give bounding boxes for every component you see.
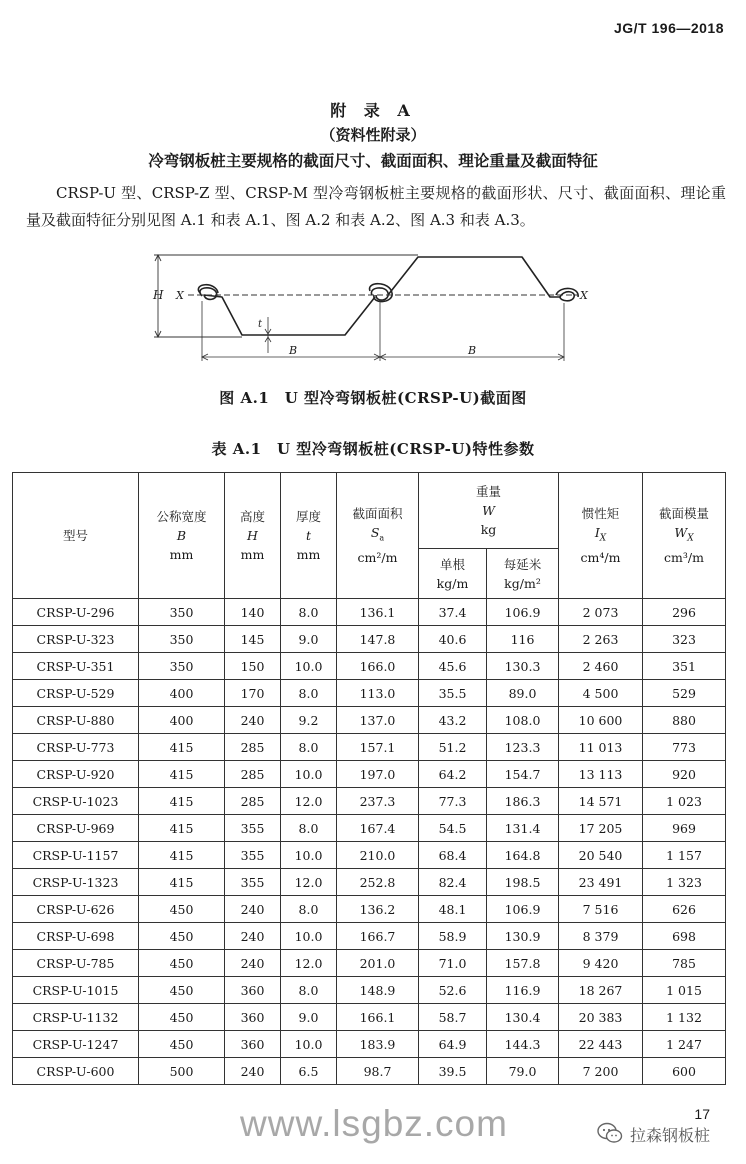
header-weight-single: 单根 kg/m <box>419 549 487 599</box>
cell-model: CRSP-U-1247 <box>13 1031 139 1058</box>
cell-inertia: 23 491 <box>559 869 643 896</box>
cell-inertia: 10 600 <box>559 707 643 734</box>
cell-thickness: 8.0 <box>281 680 337 707</box>
cell-weight-single: 58.7 <box>419 1004 487 1031</box>
cell-inertia: 18 267 <box>559 977 643 1004</box>
cell-height: 240 <box>225 950 281 977</box>
table-row <box>13 896 726 923</box>
table-row <box>13 599 726 626</box>
cell-modulus: 600 <box>643 1058 726 1085</box>
cell-area: 237.3 <box>337 788 419 815</box>
cell-weight-per-meter: 116 <box>487 626 559 653</box>
cell-model: CRSP-U-969 <box>13 815 139 842</box>
header-weight: 重量 W kg <box>419 473 559 549</box>
cell-thickness: 10.0 <box>281 923 337 950</box>
height-label: H <box>153 288 164 302</box>
cell-weight-single: 58.9 <box>419 923 487 950</box>
cell-inertia: 20 383 <box>559 1004 643 1031</box>
cell-model: CRSP-U-296 <box>13 599 139 626</box>
cell-modulus: 351 <box>643 653 726 680</box>
cell-thickness: 8.0 <box>281 599 337 626</box>
cell-weight-per-meter: 164.8 <box>487 842 559 869</box>
cell-inertia: 2 073 <box>559 599 643 626</box>
cell-thickness: 10.0 <box>281 842 337 869</box>
cell-width: 415 <box>139 761 225 788</box>
cell-model: CRSP-U-880 <box>13 707 139 734</box>
cell-inertia: 2 263 <box>559 626 643 653</box>
cell-model: CRSP-U-773 <box>13 734 139 761</box>
cell-height: 360 <box>225 1004 281 1031</box>
cell-height: 145 <box>225 626 281 653</box>
figure-caption: 图 A.1 U 型冷弯钢板桩(CRSP-U)截面图 <box>219 389 527 407</box>
table-row <box>13 815 726 842</box>
table-row <box>13 923 726 950</box>
table-row <box>13 680 726 707</box>
table-row <box>13 761 726 788</box>
cell-thickness: 12.0 <box>281 788 337 815</box>
cell-model: CRSP-U-600 <box>13 1058 139 1085</box>
cell-modulus: 785 <box>643 950 726 977</box>
cell-width: 350 <box>139 653 225 680</box>
cell-weight-single: 39.5 <box>419 1058 487 1085</box>
cell-area: 210.0 <box>337 842 419 869</box>
cell-height: 285 <box>225 761 281 788</box>
cell-weight-per-meter: 108.0 <box>487 707 559 734</box>
cell-width: 450 <box>139 977 225 1004</box>
cell-inertia: 13 113 <box>559 761 643 788</box>
cell-area: 136.1 <box>337 599 419 626</box>
account-name: 拉森钢板桩 <box>630 1126 711 1145</box>
cell-width: 400 <box>139 707 225 734</box>
cell-weight-single: 64.9 <box>419 1031 487 1058</box>
cell-width: 400 <box>139 680 225 707</box>
cell-modulus: 1 015 <box>643 977 726 1004</box>
cell-area: 113.0 <box>337 680 419 707</box>
cell-weight-single: 51.2 <box>419 734 487 761</box>
cell-inertia: 20 540 <box>559 842 643 869</box>
cell-weight-single: 40.6 <box>419 626 487 653</box>
cell-model: CRSP-U-529 <box>13 680 139 707</box>
header-modulus: 截面模量 $W_X$ cm³/m <box>643 473 726 599</box>
cell-area: 136.2 <box>337 896 419 923</box>
table-row <box>13 842 726 869</box>
cell-height: 285 <box>225 788 281 815</box>
cell-height: 140 <box>225 599 281 626</box>
cell-thickness: 8.0 <box>281 734 337 761</box>
appendix-heading: 冷弯钢板桩主要规格的截面尺寸、截面面积、理论重量及截面特征 <box>148 151 598 170</box>
cell-weight-per-meter: 130.3 <box>487 653 559 680</box>
cell-area: 167.4 <box>337 815 419 842</box>
cell-weight-single: 82.4 <box>419 869 487 896</box>
cell-weight-single: 43.2 <box>419 707 487 734</box>
cell-area: 157.1 <box>337 734 419 761</box>
cell-modulus: 920 <box>643 761 726 788</box>
cell-width: 500 <box>139 1058 225 1085</box>
cell-area: 166.0 <box>337 653 419 680</box>
cell-inertia: 22 443 <box>559 1031 643 1058</box>
cell-model: CRSP-U-1323 <box>13 869 139 896</box>
cell-area: 166.1 <box>337 1004 419 1031</box>
cell-area: 148.9 <box>337 977 419 1004</box>
header-width: 公称宽度 B mm <box>139 473 225 599</box>
cell-model: CRSP-U-626 <box>13 896 139 923</box>
cell-height: 360 <box>225 977 281 1004</box>
cell-height: 355 <box>225 842 281 869</box>
cell-modulus: 969 <box>643 815 726 842</box>
cell-thickness: 12.0 <box>281 869 337 896</box>
cell-width: 450 <box>139 896 225 923</box>
table-row <box>13 788 726 815</box>
cell-weight-per-meter: 123.3 <box>487 734 559 761</box>
cell-model: CRSP-U-1132 <box>13 1004 139 1031</box>
height-dimension <box>154 255 418 337</box>
cell-width: 415 <box>139 842 225 869</box>
cell-model: CRSP-U-1023 <box>13 788 139 815</box>
cell-weight-single: 52.6 <box>419 977 487 1004</box>
wechat-icon <box>597 1122 623 1144</box>
cell-thickness: 12.0 <box>281 950 337 977</box>
cell-height: 355 <box>225 869 281 896</box>
spec-table <box>12 472 726 1085</box>
header-model: 型号 <box>13 473 139 599</box>
x-axis-label-right: X <box>580 289 588 302</box>
cell-height: 360 <box>225 1031 281 1058</box>
cell-width: 450 <box>139 950 225 977</box>
cell-area: 147.8 <box>337 626 419 653</box>
cell-inertia: 8 379 <box>559 923 643 950</box>
table-row <box>13 626 726 653</box>
cell-modulus: 529 <box>643 680 726 707</box>
width-label-left: B <box>289 344 298 357</box>
cell-modulus: 1 132 <box>643 1004 726 1031</box>
u-pile-cross-section-figure <box>150 245 600 375</box>
header-inertia: 惯性矩 $I_X$ cm⁴/m <box>559 473 643 599</box>
cell-model: CRSP-U-698 <box>13 923 139 950</box>
table-row <box>13 950 726 977</box>
table-caption: 表 A.1 U 型冷弯钢板桩(CRSP-U)特性参数 <box>211 440 535 458</box>
spec-table-body <box>13 599 726 1085</box>
cell-model: CRSP-U-1157 <box>13 842 139 869</box>
cell-thickness: 10.0 <box>281 653 337 680</box>
table-row <box>13 734 726 761</box>
table-row <box>13 977 726 1004</box>
table-row <box>13 1004 726 1031</box>
table-row <box>13 653 726 680</box>
cell-weight-per-meter: 89.0 <box>487 680 559 707</box>
cell-height: 170 <box>225 680 281 707</box>
cell-area: 252.8 <box>337 869 419 896</box>
cell-weight-per-meter: 144.3 <box>487 1031 559 1058</box>
header-weight-per-meter: 每延米 kg/m² <box>487 549 559 599</box>
cell-weight-single: 54.5 <box>419 815 487 842</box>
cell-weight-per-meter: 157.8 <box>487 950 559 977</box>
cell-inertia: 11 013 <box>559 734 643 761</box>
cell-weight-per-meter: 186.3 <box>487 788 559 815</box>
cell-height: 150 <box>225 653 281 680</box>
table-row <box>13 1031 726 1058</box>
cell-inertia: 7 200 <box>559 1058 643 1085</box>
cell-weight-single: 35.5 <box>419 680 487 707</box>
cell-inertia: 2 460 <box>559 653 643 680</box>
cell-modulus: 773 <box>643 734 726 761</box>
cell-weight-per-meter: 130.9 <box>487 923 559 950</box>
cell-thickness: 9.0 <box>281 626 337 653</box>
cell-width: 415 <box>139 869 225 896</box>
cell-weight-per-meter: 106.9 <box>487 599 559 626</box>
cell-thickness: 10.0 <box>281 761 337 788</box>
appendix-title: 附 录 A <box>330 101 416 120</box>
cell-area: 197.0 <box>337 761 419 788</box>
watermark-url: www.lsgbz.com <box>240 1103 508 1144</box>
cell-modulus: 1 023 <box>643 788 726 815</box>
width-dimension <box>202 301 564 361</box>
header-area: 截面面积 $S_a$ cm²/m <box>337 473 419 599</box>
cell-height: 240 <box>225 707 281 734</box>
cell-weight-per-meter: 198.5 <box>487 869 559 896</box>
cell-area: 166.7 <box>337 923 419 950</box>
cell-weight-single: 37.4 <box>419 599 487 626</box>
cell-modulus: 626 <box>643 896 726 923</box>
width-label-right: B <box>468 344 477 357</box>
cell-inertia: 7 516 <box>559 896 643 923</box>
cell-width: 450 <box>139 1004 225 1031</box>
cell-inertia: 4 500 <box>559 680 643 707</box>
cell-weight-single: 48.1 <box>419 896 487 923</box>
cell-model: CRSP-U-920 <box>13 761 139 788</box>
cell-thickness: 8.0 <box>281 815 337 842</box>
cell-width: 350 <box>139 599 225 626</box>
cell-weight-single: 71.0 <box>419 950 487 977</box>
cell-width: 450 <box>139 923 225 950</box>
cell-thickness: 9.0 <box>281 1004 337 1031</box>
cell-model: CRSP-U-785 <box>13 950 139 977</box>
cell-area: 137.0 <box>337 707 419 734</box>
cell-width: 415 <box>139 788 225 815</box>
cell-modulus: 880 <box>643 707 726 734</box>
cell-inertia: 14 571 <box>559 788 643 815</box>
table-row <box>13 869 726 896</box>
cell-area: 98.7 <box>337 1058 419 1085</box>
standard-code: JG/T 196—2018 <box>613 20 724 36</box>
cell-width: 450 <box>139 1031 225 1058</box>
cell-weight-single: 68.4 <box>419 842 487 869</box>
cell-weight-single: 64.2 <box>419 761 487 788</box>
cell-modulus: 1 323 <box>643 869 726 896</box>
header-height: 高度 H mm <box>225 473 281 599</box>
cell-model: CRSP-U-323 <box>13 626 139 653</box>
thickness-label: t <box>258 319 263 330</box>
pile-profile <box>198 257 578 335</box>
cell-height: 240 <box>225 896 281 923</box>
cell-modulus: 323 <box>643 626 726 653</box>
cell-modulus: 1 247 <box>643 1031 726 1058</box>
cell-inertia: 17 205 <box>559 815 643 842</box>
cell-thickness: 10.0 <box>281 1031 337 1058</box>
cell-weight-per-meter: 131.4 <box>487 815 559 842</box>
cell-weight-per-meter: 106.9 <box>487 896 559 923</box>
cell-modulus: 296 <box>643 599 726 626</box>
table-row <box>13 1058 726 1085</box>
cell-width: 415 <box>139 815 225 842</box>
cell-inertia: 9 420 <box>559 950 643 977</box>
cell-width: 350 <box>139 626 225 653</box>
cell-modulus: 698 <box>643 923 726 950</box>
cell-modulus: 1 157 <box>643 842 726 869</box>
cell-height: 240 <box>225 1058 281 1085</box>
cell-thickness: 8.0 <box>281 896 337 923</box>
x-axis-label-left: X <box>176 289 184 302</box>
cell-weight-per-meter: 154.7 <box>487 761 559 788</box>
page-number: 17 <box>694 1106 710 1122</box>
cell-height: 285 <box>225 734 281 761</box>
intro-paragraph: CRSP-U 型、CRSP-Z 型、CRSP-M 型冷弯钢板桩主要规格的截面形状、尺寸、截面面积、理论重量及截面特征分别见图 A.1 和表 A.1、图 A.2 和表 A.2、图 A.3 和表 A.3。 <box>26 184 726 229</box>
cell-thickness: 9.2 <box>281 707 337 734</box>
cell-weight-per-meter: 79.0 <box>487 1058 559 1085</box>
cell-height: 240 <box>225 923 281 950</box>
appendix-subtitle: （资料性附录） <box>320 126 426 144</box>
cell-area: 183.9 <box>337 1031 419 1058</box>
cell-width: 415 <box>139 734 225 761</box>
cell-model: CRSP-U-351 <box>13 653 139 680</box>
cell-model: CRSP-U-1015 <box>13 977 139 1004</box>
cell-area: 201.0 <box>337 950 419 977</box>
cell-thickness: 6.5 <box>281 1058 337 1085</box>
cell-weight-single: 77.3 <box>419 788 487 815</box>
cell-weight-single: 45.6 <box>419 653 487 680</box>
cell-height: 355 <box>225 815 281 842</box>
cell-thickness: 8.0 <box>281 977 337 1004</box>
header-thickness: 厚度 t mm <box>281 473 337 599</box>
cell-weight-per-meter: 116.9 <box>487 977 559 1004</box>
table-row <box>13 707 726 734</box>
cell-weight-per-meter: 130.4 <box>487 1004 559 1031</box>
